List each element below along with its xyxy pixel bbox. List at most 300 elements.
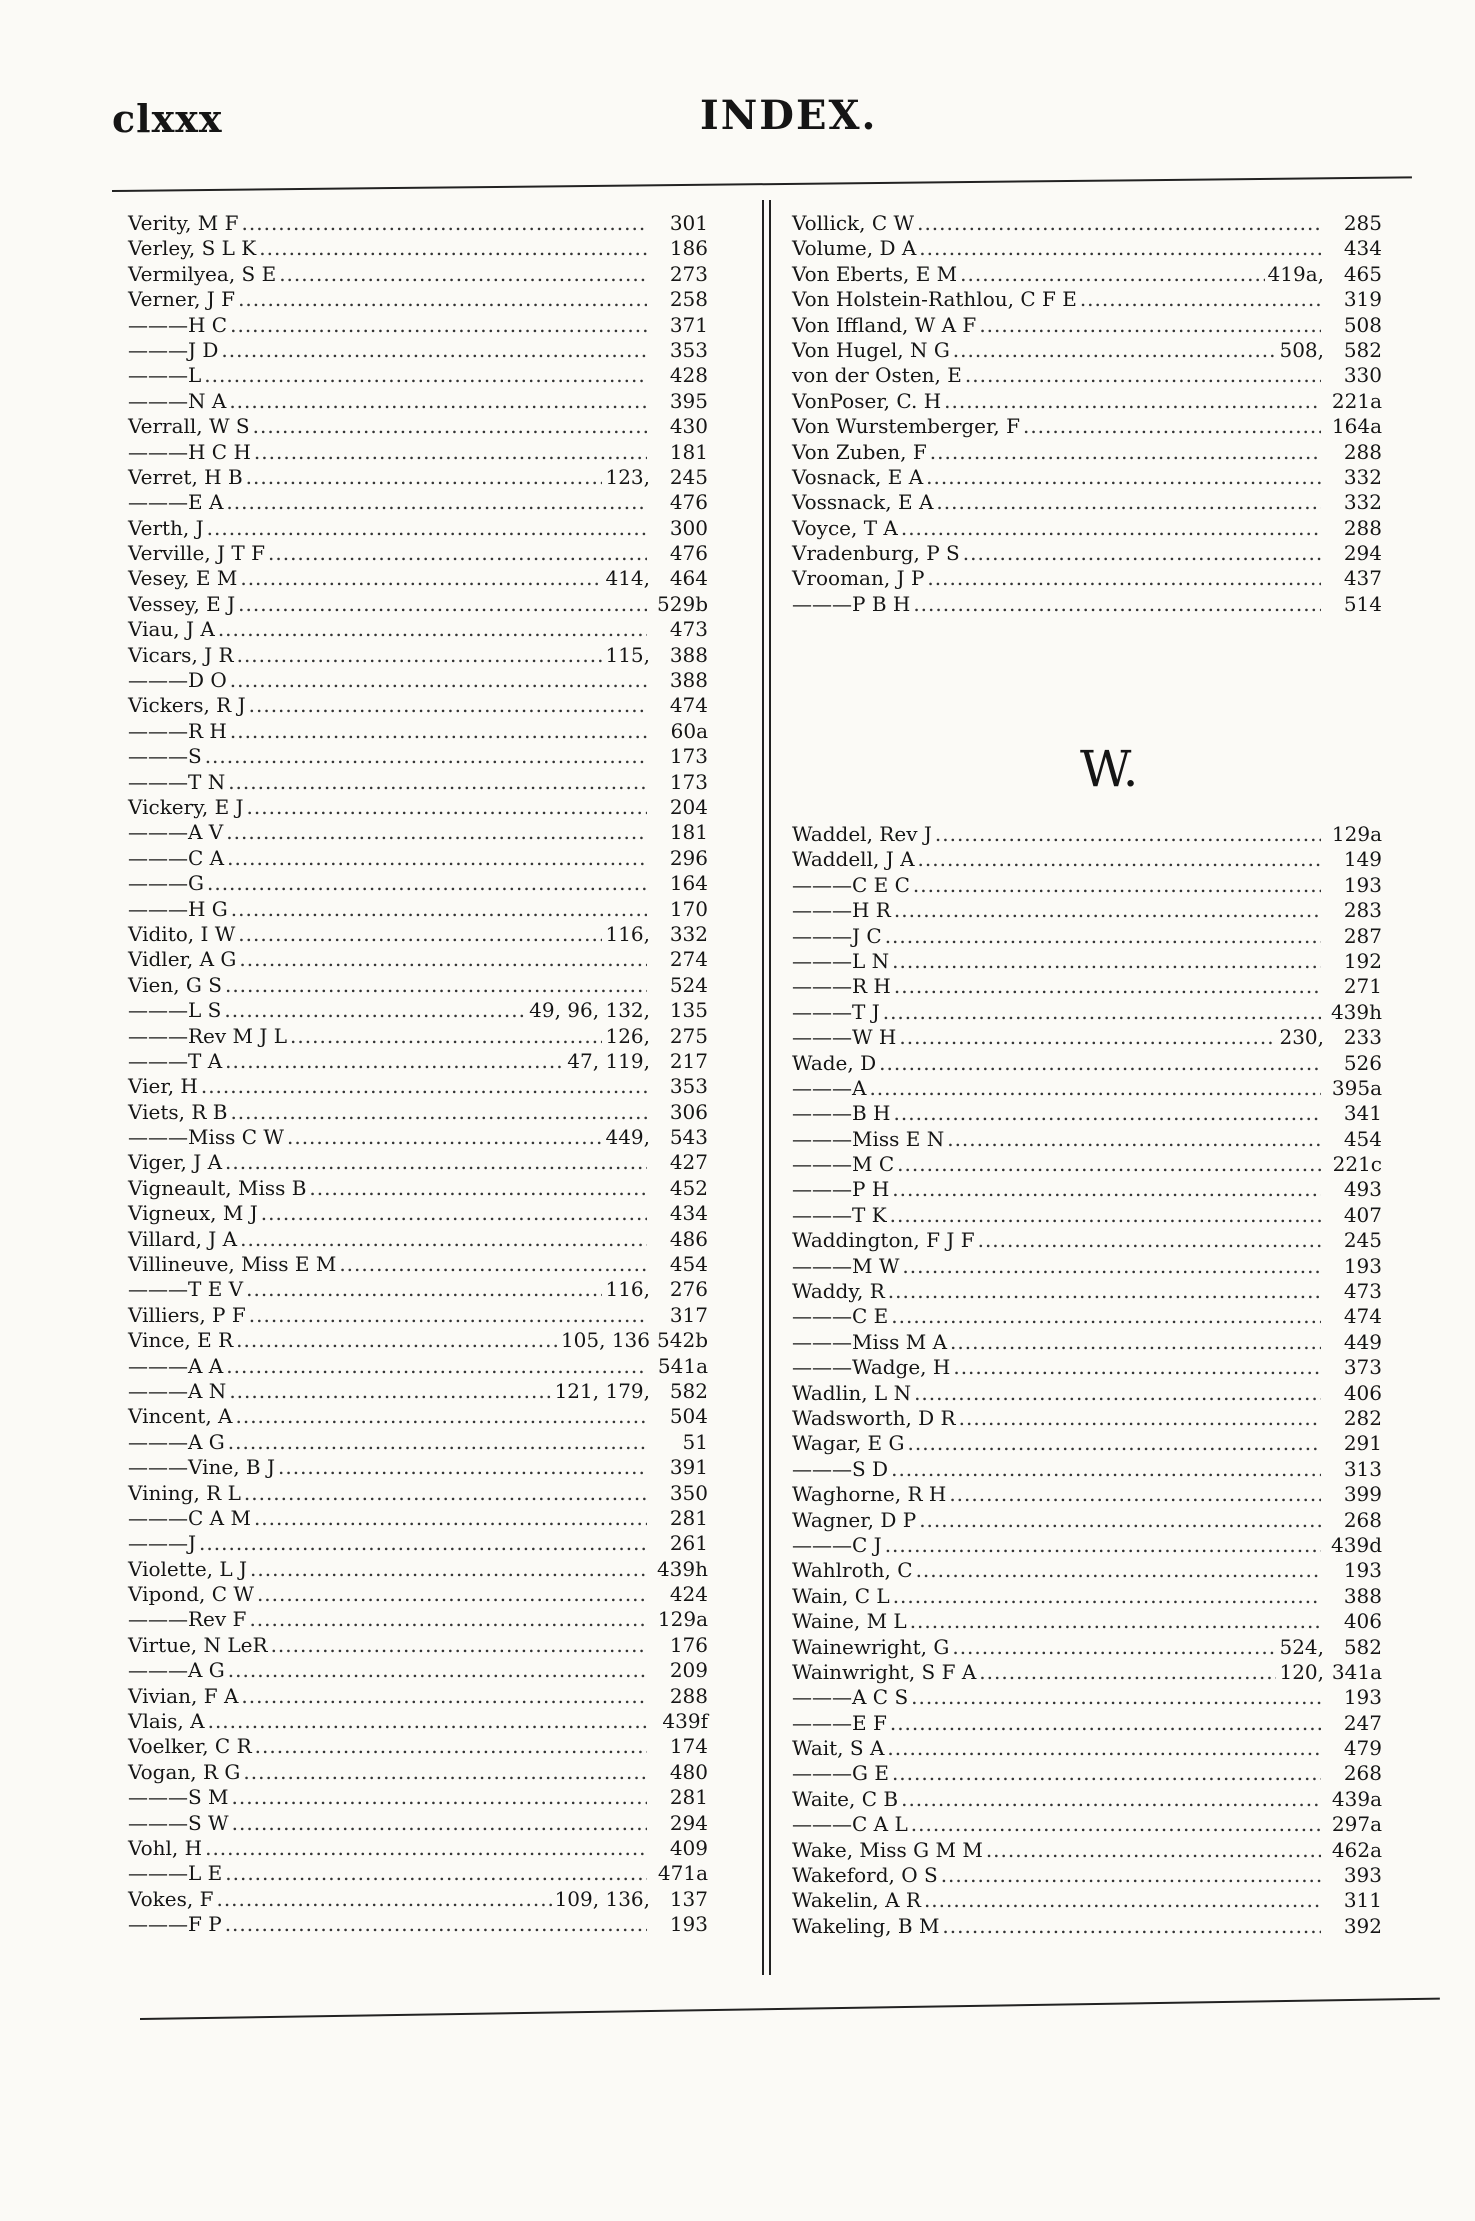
bottom-rule xyxy=(140,1998,1440,2020)
entry-extra-pages: 230, xyxy=(1279,1025,1324,1050)
entry-name: ———D O xyxy=(128,668,227,693)
entry-page: 233 xyxy=(1343,1025,1382,1050)
entry-name: Wagner, D P xyxy=(792,1507,917,1532)
dot-leader xyxy=(226,820,647,845)
dot-leader xyxy=(231,897,647,922)
entry-page: 247 xyxy=(1343,1710,1382,1735)
entry-page: 406 xyxy=(1343,1609,1382,1634)
entry-page: 430 xyxy=(669,414,708,439)
index-entry xyxy=(128,1150,708,1175)
entry-name: ———T A xyxy=(128,1048,223,1073)
index-entry xyxy=(128,1658,708,1683)
index-entry xyxy=(128,871,708,896)
entry-name: Vince, E R xyxy=(128,1328,234,1353)
entry-name: Wadlin, L N xyxy=(792,1380,912,1405)
entry-name: ———T J xyxy=(792,999,880,1024)
entry-page: 332 xyxy=(1343,490,1382,515)
dot-leader xyxy=(894,974,1321,999)
dot-leader xyxy=(890,1711,1321,1736)
entry-name: ———Rev F xyxy=(128,1607,247,1632)
dot-leader xyxy=(911,1812,1321,1837)
dot-leader xyxy=(927,566,1321,591)
index-entry xyxy=(792,1482,1382,1507)
index-entry xyxy=(792,440,1382,465)
dot-leader xyxy=(892,1177,1321,1202)
entry-page: 209 xyxy=(669,1658,708,1683)
index-entry xyxy=(128,947,708,972)
dot-leader xyxy=(1023,414,1321,439)
index-entry xyxy=(128,490,708,515)
entry-name: ———Rev M J L xyxy=(128,1023,288,1048)
entry-name: ———Miss E N xyxy=(792,1126,945,1151)
entry-page: 193 xyxy=(1343,872,1382,897)
entry-name: Wade, D xyxy=(792,1050,877,1075)
dot-leader xyxy=(960,262,1264,287)
entry-page: 508 xyxy=(1343,312,1382,337)
dot-leader xyxy=(924,1888,1321,1913)
entry-page: 474 xyxy=(669,693,708,718)
dot-leader xyxy=(243,1760,647,1785)
entry-extra-pages: 109, 136, xyxy=(554,1886,650,1911)
index-entry xyxy=(128,1506,708,1531)
entry-name: Verner, J F xyxy=(128,287,236,312)
entry-page: 434 xyxy=(1343,236,1382,261)
entry-page: 541a xyxy=(657,1353,708,1378)
entry-page: 341 xyxy=(1343,1101,1382,1126)
entry-page: 439a xyxy=(1331,1786,1382,1811)
entry-page: 473 xyxy=(669,617,708,642)
entry-page: 424 xyxy=(669,1582,708,1607)
entry-page: 395a xyxy=(1331,1075,1382,1100)
index-entry xyxy=(128,1836,708,1861)
index-entry xyxy=(792,1228,1382,1253)
entry-name: ———H G xyxy=(128,896,228,921)
entry-name: Waddell, J A xyxy=(792,847,915,872)
index-entry xyxy=(128,566,708,591)
dot-leader xyxy=(225,1049,564,1074)
index-entry xyxy=(792,1025,1382,1050)
index-entry xyxy=(128,1455,708,1480)
index-entry xyxy=(128,1633,708,1658)
dot-leader xyxy=(230,668,647,693)
dot-leader xyxy=(255,1734,647,1759)
entry-page: 439d xyxy=(1331,1532,1382,1557)
entry-name: Wahlroth, C xyxy=(792,1558,913,1583)
dot-leader xyxy=(917,211,1321,236)
index-entry xyxy=(792,287,1382,312)
dot-leader xyxy=(259,236,647,261)
dot-leader xyxy=(901,1787,1321,1812)
entry-page: 306 xyxy=(669,1099,708,1124)
index-entry xyxy=(792,1609,1382,1634)
entry-page: 281 xyxy=(669,1785,708,1810)
entry-name: ———L E xyxy=(128,1861,223,1886)
index-entry xyxy=(792,1355,1382,1380)
entry-page: 388 xyxy=(669,668,708,693)
index-entry xyxy=(128,668,708,693)
entry-page: 176 xyxy=(669,1632,708,1657)
index-entry xyxy=(128,922,708,947)
entry-name: ———T N xyxy=(128,769,226,794)
dot-leader xyxy=(952,1635,1276,1660)
entry-page: 462a xyxy=(1331,1837,1382,1862)
index-entry xyxy=(792,236,1382,261)
entry-name: ———S W xyxy=(128,1810,229,1835)
dot-leader xyxy=(240,1227,647,1252)
entry-page: 268 xyxy=(1343,1507,1382,1532)
dot-leader xyxy=(879,1051,1321,1076)
dot-leader xyxy=(249,1607,647,1632)
entry-page: 582 xyxy=(1343,337,1382,362)
entry-page: 476 xyxy=(669,490,708,515)
entry-page: 245 xyxy=(1343,1228,1382,1253)
entry-page: 186 xyxy=(669,236,708,261)
dot-leader xyxy=(226,1354,647,1379)
entry-page: 271 xyxy=(1343,974,1382,999)
index-entry xyxy=(792,1558,1382,1583)
index-entry xyxy=(128,440,708,465)
entry-name: ———C A xyxy=(128,845,225,870)
index-entry xyxy=(128,1887,708,1912)
entry-name: Viets, R B xyxy=(128,1099,228,1124)
entry-extra-pages: 47, 119, xyxy=(567,1048,650,1073)
dot-leader xyxy=(1080,287,1321,312)
entry-name: Vokes, F xyxy=(128,1886,214,1911)
entry-name: ———A V xyxy=(128,820,224,845)
dot-leader xyxy=(238,287,647,312)
index-entry xyxy=(792,338,1382,363)
dot-leader xyxy=(978,1228,1321,1253)
entry-name: Waine, M L xyxy=(792,1609,907,1634)
entry-page: 221c xyxy=(1332,1152,1382,1177)
entry-page: 274 xyxy=(669,947,708,972)
index-entry xyxy=(792,949,1382,974)
entry-page: 409 xyxy=(669,1836,708,1860)
dot-leader xyxy=(901,516,1321,541)
entry-page: 288 xyxy=(1343,515,1382,540)
entry-name: ———C A L xyxy=(792,1812,908,1837)
index-entry xyxy=(128,1303,708,1328)
index-entry xyxy=(792,313,1382,338)
index-entry xyxy=(792,363,1382,388)
index-entry xyxy=(792,1685,1382,1710)
entry-name: Villiers, P F xyxy=(128,1302,246,1327)
entry-page: 407 xyxy=(1343,1202,1382,1227)
dot-leader xyxy=(885,1533,1321,1558)
entry-name: Vosnack, E A xyxy=(792,464,924,489)
entry-page: 60a xyxy=(670,718,708,743)
entry-page: 193 xyxy=(669,1912,708,1937)
index-column-right-w xyxy=(792,822,1382,1939)
entry-name: Vesey, E M xyxy=(128,566,238,591)
dot-leader xyxy=(236,1328,558,1353)
entry-page: 479 xyxy=(1343,1736,1382,1761)
dot-leader xyxy=(241,1684,647,1709)
dot-leader xyxy=(935,822,1321,847)
entry-page: 476 xyxy=(669,541,708,566)
entry-page: 395 xyxy=(669,388,708,413)
index-entry xyxy=(792,1051,1382,1076)
dot-leader xyxy=(965,363,1321,388)
index-entry xyxy=(128,414,708,439)
index-entry xyxy=(792,1711,1382,1736)
index-entry xyxy=(128,363,708,388)
entry-extra-pages: 508, xyxy=(1279,337,1324,362)
index-entry xyxy=(128,719,708,744)
entry-page: 582 xyxy=(1343,1634,1382,1659)
index-entry xyxy=(128,592,708,617)
entry-extra-pages: 105, 136 xyxy=(560,1328,650,1353)
index-entry xyxy=(128,1607,708,1632)
entry-name: ———B H xyxy=(792,1101,891,1126)
dot-leader xyxy=(907,1431,1321,1456)
index-entry xyxy=(792,1812,1382,1837)
entry-page: 353 xyxy=(669,1074,708,1099)
entry-page: 439h xyxy=(656,1556,708,1581)
index-entry xyxy=(792,974,1382,999)
entry-name: Vipond, C W xyxy=(128,1582,254,1607)
entry-page: 332 xyxy=(669,921,708,946)
entry-name: ———H C xyxy=(128,312,228,337)
entry-page: 493 xyxy=(1343,1177,1382,1202)
dot-leader xyxy=(225,1912,647,1937)
entry-page: 480 xyxy=(669,1759,708,1784)
entry-page: 288 xyxy=(1343,439,1382,464)
entry-name: ———T E V xyxy=(128,1277,244,1302)
dot-leader xyxy=(913,592,1321,617)
index-entry xyxy=(128,1024,708,1049)
entry-name: Waddel, Rev J xyxy=(792,822,932,846)
entry-page: 526 xyxy=(1343,1050,1382,1075)
entry-page: 193 xyxy=(1343,1685,1382,1710)
entry-page: 193 xyxy=(1343,1558,1382,1583)
entry-page: 473 xyxy=(1343,1279,1382,1304)
dot-leader xyxy=(228,1430,647,1455)
index-entry xyxy=(792,1863,1382,1888)
dot-leader xyxy=(309,1176,647,1201)
entry-extra-pages: 115, xyxy=(605,642,650,667)
dot-leader xyxy=(225,1150,647,1175)
entry-name: Vlais, A xyxy=(128,1709,205,1734)
index-entry xyxy=(792,1279,1382,1304)
index-column-right-top xyxy=(792,211,1382,617)
dot-leader xyxy=(914,1381,1321,1406)
entry-page: 291 xyxy=(1343,1431,1382,1456)
entry-name: Vradenburg, P S xyxy=(792,541,960,566)
entry-page: 129a xyxy=(1331,822,1382,846)
entry-name: VonPoser, C. H xyxy=(792,388,942,413)
entry-name: Vidler, A G xyxy=(128,947,237,972)
entry-page: 137 xyxy=(669,1886,708,1911)
entry-page: 388 xyxy=(669,642,708,667)
dot-leader xyxy=(892,949,1321,974)
entry-page: 173 xyxy=(669,769,708,794)
dot-leader xyxy=(232,1811,647,1836)
entry-name: ———E A xyxy=(128,490,224,515)
entry-name: ———M C xyxy=(792,1152,895,1177)
entry-name: Verville, J T F xyxy=(128,541,265,566)
index-entry xyxy=(792,490,1382,515)
entry-page: 288 xyxy=(669,1683,708,1708)
entry-name: ———A xyxy=(792,1075,867,1100)
index-entry xyxy=(128,262,708,287)
entry-page: 452 xyxy=(669,1175,708,1200)
entry-name: Verret, H B xyxy=(128,464,243,489)
dot-leader xyxy=(218,617,647,642)
entry-name: Vossnack, E A xyxy=(792,490,934,515)
dot-leader xyxy=(249,1303,647,1328)
index-entry xyxy=(128,1811,708,1836)
entry-name: ———M W xyxy=(792,1253,900,1278)
index-entry xyxy=(128,389,708,414)
section-letter-w: W. xyxy=(1080,740,1139,798)
index-entry xyxy=(128,1481,708,1506)
entry-name: ———Miss C W xyxy=(128,1125,284,1150)
index-entry xyxy=(128,211,708,236)
dot-leader xyxy=(887,1736,1321,1761)
entry-name: Vessey, E J xyxy=(128,591,236,616)
entry-name: ———L N xyxy=(792,948,890,973)
index-entry xyxy=(792,566,1382,591)
entry-page: 181 xyxy=(669,439,708,464)
entry-name: Vrooman, J P xyxy=(792,566,925,591)
index-entry xyxy=(128,897,708,922)
dot-leader xyxy=(207,516,647,541)
entry-name: Wagar, E G xyxy=(792,1431,905,1456)
entry-name: von der Osten, E xyxy=(792,363,962,388)
entry-name: Wain, C L xyxy=(792,1583,890,1608)
entry-name: ———R H xyxy=(792,974,891,999)
entry-name: Vivian, F A xyxy=(128,1683,239,1708)
entry-name: ———P H xyxy=(792,1177,890,1202)
entry-name: ———S M xyxy=(128,1785,229,1810)
dot-leader xyxy=(240,566,602,591)
index-entry xyxy=(128,1684,708,1709)
dot-leader xyxy=(919,236,1321,261)
entry-name: ———L xyxy=(128,363,202,388)
dot-leader xyxy=(279,262,647,287)
entry-page: 221a xyxy=(1331,388,1382,413)
index-entry xyxy=(128,465,708,490)
index-entry xyxy=(792,1660,1382,1685)
entry-page: 296 xyxy=(669,845,708,870)
index-entry xyxy=(128,1912,708,1937)
dot-leader xyxy=(287,1125,602,1150)
index-entry xyxy=(128,1252,708,1277)
entry-extra-pages: 49, 96, 132, xyxy=(529,998,650,1023)
index-entry xyxy=(128,338,708,363)
dot-leader xyxy=(950,1330,1321,1355)
dot-leader xyxy=(205,744,647,769)
entry-page: 543 xyxy=(669,1125,708,1150)
index-entry xyxy=(792,898,1382,923)
dot-leader xyxy=(869,1076,1321,1101)
index-entry xyxy=(128,1379,708,1404)
entry-page: 294 xyxy=(669,1810,708,1835)
entry-page: 283 xyxy=(1343,898,1382,923)
entry-name: Villard, J A xyxy=(128,1226,238,1251)
entry-name: Wainwright, S F A xyxy=(792,1659,977,1684)
index-entry xyxy=(792,924,1382,949)
index-entry xyxy=(128,313,708,338)
dot-leader xyxy=(224,998,526,1023)
entry-extra-pages: 116, xyxy=(605,1277,650,1302)
dot-leader xyxy=(249,693,647,718)
dot-leader xyxy=(892,1761,1321,1786)
entry-page: 51 xyxy=(682,1429,708,1454)
dot-leader xyxy=(902,1254,1321,1279)
index-entry xyxy=(128,1125,708,1150)
dot-leader xyxy=(201,1074,647,1099)
dot-leader xyxy=(254,440,647,465)
entry-name: Vier, H xyxy=(128,1074,198,1099)
index-entry xyxy=(792,1533,1382,1558)
entry-page: 341a xyxy=(1331,1659,1382,1684)
entry-name: Viau, J A xyxy=(128,617,215,642)
dot-leader xyxy=(228,1658,647,1683)
index-entry xyxy=(128,1430,708,1455)
index-entry xyxy=(128,693,708,718)
dot-leader xyxy=(986,1838,1321,1863)
entry-name: ———A N xyxy=(128,1378,227,1403)
entry-name: ———S xyxy=(128,744,202,769)
entry-name: Villineuve, Miss E M xyxy=(128,1252,337,1277)
entry-name: Von Zuben, F xyxy=(792,439,927,464)
entry-name: Wakeling, B M xyxy=(792,1913,940,1938)
index-entry xyxy=(792,541,1382,566)
index-entry xyxy=(128,516,708,541)
entry-name: ———J xyxy=(128,1531,197,1556)
entry-page: 311 xyxy=(1343,1888,1382,1913)
dot-leader xyxy=(238,922,602,947)
entry-page: 297a xyxy=(1331,1812,1382,1837)
dot-leader xyxy=(261,1201,647,1226)
entry-name: Wake, Miss G M M xyxy=(792,1837,983,1862)
entry-name: Voyce, T A xyxy=(792,515,898,540)
index-entry xyxy=(792,847,1382,872)
entry-name: ———C E C xyxy=(792,872,910,897)
index-entry xyxy=(128,1404,708,1429)
entry-page: 258 xyxy=(669,287,708,312)
entry-page: 287 xyxy=(1343,923,1382,948)
dot-leader xyxy=(204,363,647,388)
column-divider xyxy=(762,200,765,1975)
entry-page: 261 xyxy=(669,1531,708,1556)
index-entry xyxy=(128,541,708,566)
entry-page: 276 xyxy=(669,1277,708,1302)
entry-name: Vogan, R G xyxy=(128,1759,241,1784)
entry-name: ———G xyxy=(128,871,204,896)
dot-leader xyxy=(271,1633,647,1658)
entry-name: ———J D xyxy=(128,337,219,362)
dot-leader xyxy=(953,1355,1321,1380)
entry-page: 319 xyxy=(1343,287,1382,312)
entry-page: 434 xyxy=(669,1201,708,1226)
entry-page: 393 xyxy=(1343,1863,1382,1888)
dot-leader xyxy=(235,1404,647,1429)
index-entry xyxy=(792,1406,1382,1431)
entry-extra-pages: 419a, xyxy=(1267,261,1324,286)
dot-leader xyxy=(226,490,647,515)
index-entry xyxy=(792,1888,1382,1913)
dot-leader xyxy=(942,1914,1321,1939)
dot-leader xyxy=(910,1609,1321,1634)
entry-name: Von Wurstemberger, F xyxy=(792,414,1020,439)
index-entry xyxy=(128,1277,708,1302)
entry-extra-pages: 120, xyxy=(1279,1659,1324,1684)
entry-name: ———A A xyxy=(128,1353,224,1378)
entry-extra-pages: 121, 179, xyxy=(554,1378,650,1403)
